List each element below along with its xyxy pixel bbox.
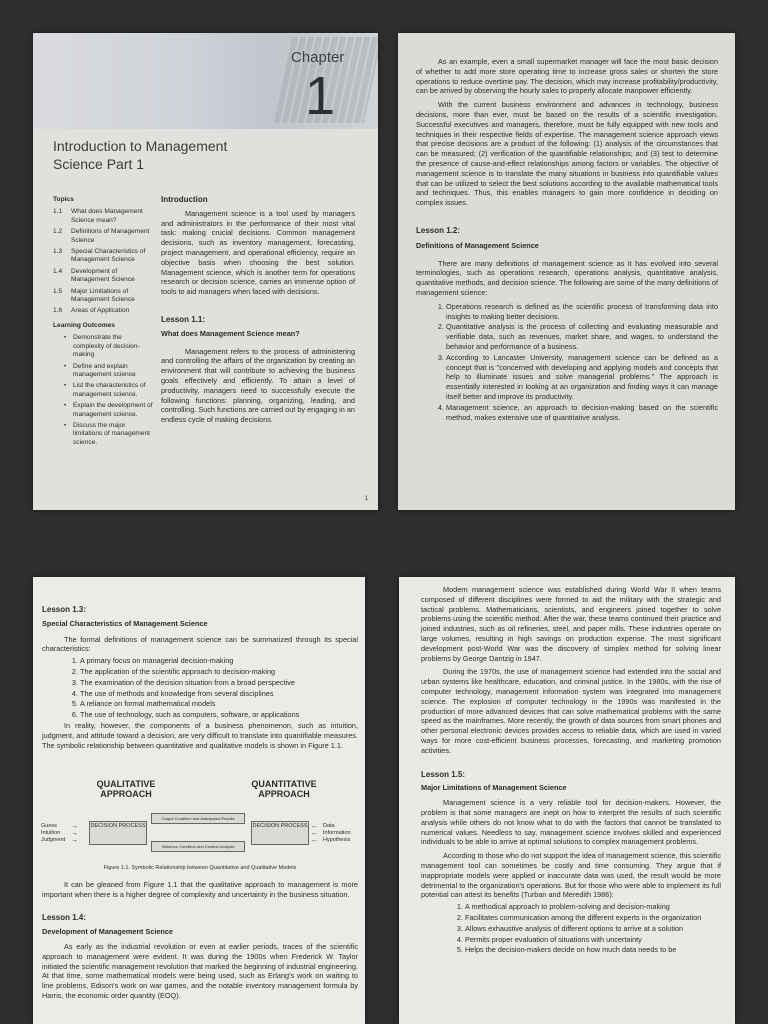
definition-item: 3. According to Lancaster University, management science can be defined as a concept that is "concerned with developing and applying models and concepts that help to illuminate issues and solve managerial problems." The approach is essentially interested in looking at an organization and finding ways it can manage itself better and improve its productivity. bbox=[446, 353, 718, 402]
topic-number: 1.5 bbox=[53, 287, 63, 295]
lesson-1-1-heading: Lesson 1.1: bbox=[161, 314, 206, 324]
topic-item bbox=[53, 228, 153, 245]
qual-label-1: QUALITATIVE bbox=[96, 779, 156, 789]
figure-1-1 bbox=[41, 779, 357, 869]
lesson-1-2-heading: Lesson 1.2: bbox=[416, 225, 461, 235]
benefit-item: 5. Helps the decision-makers decide on how much data needs to be bbox=[465, 945, 721, 955]
influence-arrow: Influence Condition and Context Analysis bbox=[151, 841, 245, 852]
lesson-1-5-subheading: Major Limitations of Management Science bbox=[421, 783, 567, 793]
lesson-1-2-text: There are many definitions of management science as it has evolved into several terminologies, such as operations research, operations analysis, quantitative analysis, quantitative methods, and decision science. The following are some of the many definitions of management science: bbox=[416, 258, 718, 297]
page-3-top bbox=[42, 605, 358, 750]
figure-caption: Figure 1.1. Symbolic Relationship between Quantitative and Qualitative Models bbox=[103, 865, 297, 871]
benefit-item: 2. Facilitates communication among the different experts in the organization bbox=[465, 913, 721, 923]
gleaned-text: It can be gleaned from Figure 1.1 that the qualitative approach to management is more important when there is a higher degree of complexity and uncertainty in the business situation. bbox=[42, 879, 358, 899]
outcomes-heading: Learning Outcomes bbox=[53, 321, 115, 329]
chapter-number: 1 bbox=[305, 66, 336, 126]
benefit-item: 1. A methodical approach to problem-solving and decision-making bbox=[465, 902, 721, 912]
lesson-1-2-subheading: Definitions of Management Science bbox=[416, 240, 539, 250]
qualitative-label bbox=[81, 779, 171, 799]
page-3 bbox=[33, 577, 365, 1024]
page-2-para-2: With the current business environment and advances in technology, business decisions, more than ever, must be based on the results of a scientific investigation. Successful executives and managers, therefore, must be fully equipped with new tools and techniques in their respective fields of expertise. The management science approach views that precise decisions are a product of the following: (1) analysis of the circumstances that can be measured; (2) verification of the quantifiable relationships; and (3) test to determine the presence of cause-and-effect relationships among factors or variables. The objective of management science is to translate the many situations in business into quantifiable values that can be utilized to select the best solutions according to the available mathematical tools and techniques. Thus, this enables managers to gain more confidence in deciding on complex issues. bbox=[416, 100, 718, 208]
topic-number: 1.3 bbox=[53, 248, 63, 256]
page-3-bottom bbox=[42, 864, 358, 1001]
page-2-content bbox=[416, 57, 718, 423]
decision-process-right: DECISION PROCESS bbox=[251, 821, 309, 845]
quantitative-label bbox=[239, 779, 329, 799]
topic-text: What does Management Science mean? bbox=[71, 208, 143, 224]
page-4-para-1: Modern management science was established during World War II when teams composed of different disciplines were formed to aid the military with the strategic and tactical problems. Mathematicians, scientists, and engineers joined together to solve problems using the scientific method. After the war, these teams continued their practice and joined industries, such as oil refineries, steel, and paper mills. These industries operate on large volumes, resulting in high savings on production expense. The most significant development post-World War was the discovery of simplex method for solving linear problems by George Dantzig in 1947. bbox=[421, 585, 721, 663]
input-guess: Guess bbox=[41, 823, 57, 829]
topic-number: 1.1 bbox=[53, 208, 63, 216]
quant-label-2: APPROACH bbox=[258, 789, 310, 799]
outcome-item: • Explain the development of management science. bbox=[73, 402, 153, 419]
decision-process-left: DECISION PROCESS bbox=[89, 821, 147, 845]
outcome-item: • Discuss the major limitations of management science. bbox=[73, 422, 153, 447]
lesson-1-3-text: The formal definitions of management science can be summarized through its special characteristics: bbox=[42, 634, 358, 654]
definition-item: 1. Operations research is defined as the scientific process of transforming data into insights to making better decisions. bbox=[446, 302, 718, 322]
topic-number: 1.4 bbox=[53, 267, 63, 275]
input-judgment: Judgment bbox=[41, 837, 66, 843]
left-inputs bbox=[41, 823, 65, 844]
benefit-item: 3. Allows exhaustive analysis of different options to arrive at a solution bbox=[465, 924, 721, 934]
topic-text: Development of Management Science bbox=[71, 267, 135, 284]
characteristic-item: 5. A reliance on formal mathematical models bbox=[80, 699, 358, 709]
topics-list bbox=[53, 208, 153, 315]
right-arrows: ← ← ← bbox=[311, 823, 318, 844]
page-2-para-1: As an example, even a small supermarket manager will face the most basic decision of whether to add more store operating time to increase gross sales or shorten the store operations to reduce overtime pay. The decision, which may increase profitability/productivity, can be arrived by observing the hourly sales to properly allocate manpower efficiently. bbox=[416, 57, 718, 96]
input-hypothesis: Hypothesis bbox=[323, 837, 351, 843]
topic-number: 1.2 bbox=[53, 228, 63, 236]
lesson-1-1-subheading: What does Management Science mean? bbox=[161, 328, 300, 338]
topic-item bbox=[53, 208, 153, 225]
lesson-1-4-heading: Lesson 1.4: bbox=[42, 913, 87, 923]
page-4 bbox=[399, 577, 735, 1024]
page-number: 1 bbox=[364, 496, 368, 502]
topic-number: 1.6 bbox=[53, 307, 63, 315]
topic-text: Definitions of Management Science bbox=[71, 228, 150, 244]
benefits-list bbox=[421, 902, 721, 955]
intro-heading: Introduction bbox=[161, 195, 208, 204]
outcome-item: • Demonstrate the complexity of decision-making bbox=[73, 334, 153, 359]
right-inputs bbox=[323, 823, 351, 844]
characteristic-item: 6. The use of technology, such as computers, software, or applications bbox=[80, 710, 358, 720]
characteristic-item: 4. The use of methods and knowledge from several disciplines bbox=[80, 689, 358, 699]
intro-text: Management science is a tool used by managers and administrators in the performance of their most vital task: making crucial decisions. Common management decisions, such as inventory management, forecasting, project management, and operational efficiency, require an objective basis when choosing the best solution. Management science, which is another term for operations research or decision science, carries an immense option of tools to aid managers when faced with decisions. bbox=[161, 208, 355, 297]
topic-text: Special Characteristics of Management Science bbox=[71, 248, 146, 264]
title-line-1: Introduction to Management bbox=[53, 138, 228, 154]
benefit-item: 4. Permits proper evaluation of situations with uncertainty bbox=[465, 935, 721, 945]
title-line-2: Science Part 1 bbox=[53, 156, 145, 172]
definitions-list bbox=[416, 302, 718, 423]
page-1 bbox=[33, 33, 378, 510]
outcome-item: • List the characteristics of management science. bbox=[73, 382, 153, 399]
topic-item bbox=[53, 268, 153, 285]
page-4-para-2: During the 1970s, the use of management science had extended into the social and urban systems like healthcare, education, and criminal justice. In the 1980s, with the rise of computer technology, management information system was integrated into management science. The explosion of computer technology in the 1990s was manifested in the production of more advanced devices that can solve mathematical problems with the same speed as the mainframes. More recently, the growth of data sources from smart phones and other personal electronic devices provides access to reliable data, which are used in varied ways for more cost-efficient business processes, forecasting, and marketing promotion activities. bbox=[421, 667, 721, 755]
input-intuition: Intuition bbox=[41, 830, 61, 836]
qual-label-2: APPROACH bbox=[100, 789, 152, 799]
lesson-1-4-text: As early as the industrial revolution or even at earlier periods, traces of the scientific approach to management were evident. It was during the 1900s when Frederick W. Taylor initiated the scientific management revolution that marked the beginning of industrial engineering. At that time, some mathematical models were being used, such as Erlang's work on waiting to line problems, Edison's work on war games, and the notable inventory management formula by Harris, the economic order quantity (EOQ). bbox=[42, 941, 358, 1000]
outcomes-list bbox=[53, 334, 153, 447]
quant-label-1: QUANTITATIVE bbox=[251, 779, 317, 789]
topic-text: Major Limitations of Management Science bbox=[71, 287, 135, 304]
characteristic-item: 1. A primary focus on managerial decision-making bbox=[80, 656, 358, 666]
topic-item bbox=[53, 248, 153, 265]
output-arrow: Output Condition and Anticipated Results bbox=[151, 813, 245, 824]
characteristic-item: 2. The application of the scientific approach to decision-making bbox=[80, 667, 358, 677]
characteristic-item: 3. The examination of the decision situation from a broad perspective bbox=[80, 678, 358, 688]
lesson-1-1-text: Management refers to the process of administering and controlling the affairs of the organization by creating an environment that will contribute to achieving the business goals effectively and efficiently. To attain a level of productivity, managers need to successfully execute the following functions: planning, organizing, leading, and controlling. Such functions are carried out by engaging in an endless cycle of making decisions. bbox=[161, 346, 355, 425]
reality-text: In reality, however, the components of a business phenomenon, such as intuition, judgment, and attitude toward a decision, are very difficult to translate into quantifiable measures. The symbolic relationship between quantitative and qualitative models is shown in Figure 1.1. bbox=[42, 720, 358, 750]
lesson-1-5-text-2: According to those who do not support the idea of management science, this scientific management tool can sometimes be costly and time consuming. They argue that if inappropriate models were applied or inaccurate data was used, the result would be more detrimental to the organization's operations. But for those who were able to implement its full potential can attest its benefits (Turban and Meredith 1986): bbox=[421, 851, 721, 900]
outcome-item: • Define and explain management science bbox=[73, 363, 153, 380]
chapter-title bbox=[53, 137, 227, 173]
page-2 bbox=[398, 33, 735, 510]
lesson-1-5-heading: Lesson 1.5: bbox=[421, 769, 466, 779]
left-arrows: → → → bbox=[71, 823, 78, 844]
topic-item bbox=[53, 307, 153, 315]
topics-column bbox=[53, 196, 153, 450]
topic-item bbox=[53, 288, 153, 305]
input-information: Information bbox=[323, 830, 351, 836]
topics-heading: Topics bbox=[53, 196, 74, 203]
page-4-content bbox=[421, 585, 721, 956]
topic-text: Areas of Application bbox=[71, 307, 130, 315]
definition-item: 4. Management science, an approach to decision-making based on the scientific method, makes extensive use of quantitative analysis. bbox=[446, 403, 718, 423]
lesson-1-3-heading: Lesson 1.3: bbox=[42, 605, 87, 614]
chapter-label: Chapter bbox=[291, 49, 345, 66]
definition-item: 2. Quantitative analysis is the process of collecting and evaluating measurable and verifiable data, such as revenues, market share, and wages, to understand the behavior and performance of a business. bbox=[446, 322, 718, 351]
characteristics-list bbox=[42, 656, 358, 720]
lesson-1-5-text-1: Management science is a very reliable tool for decision-makers. However, the problem is that some managers are inept on how to interpret the results of such scientific analysis while others do not know what to do with the factors that cannot be translated to numerical values. Needless to say, management science involves skilled and experienced individuals to be able to arrive at optimal solutions to complex management problems. bbox=[421, 798, 721, 847]
input-data: Data bbox=[323, 823, 335, 829]
lesson-1-4-subheading: Development of Management Science bbox=[42, 927, 173, 937]
lesson-1-3-subheading: Special Characteristics of Management Science bbox=[42, 618, 208, 628]
intro-column bbox=[161, 195, 355, 425]
